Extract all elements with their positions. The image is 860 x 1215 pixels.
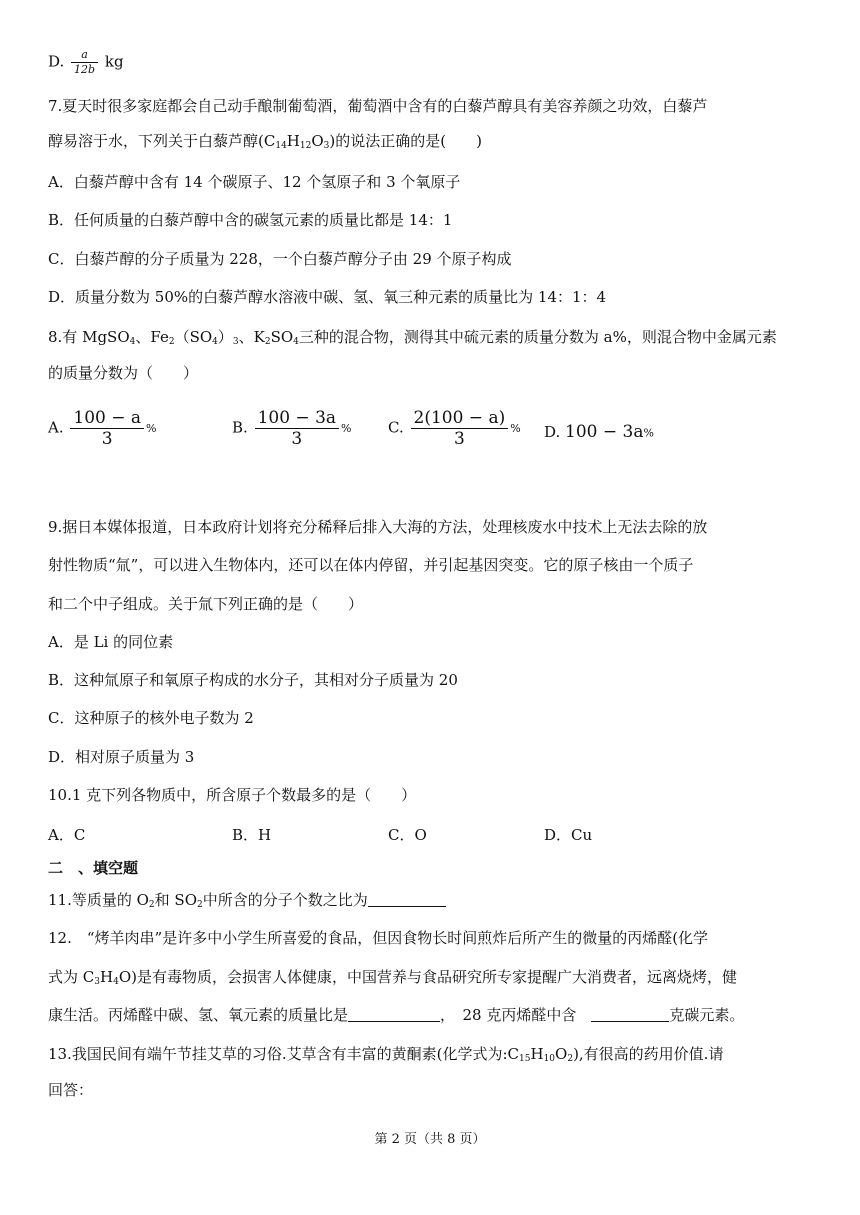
text: ),有很高的药用价值.请 xyxy=(573,1045,724,1063)
option-label: C. xyxy=(388,418,404,437)
text: 13.我国民间有端午节挂艾草的习俗.艾草含有丰富的黄酮素(化学式为:C xyxy=(48,1045,520,1063)
q8-stem-line2: 的质量分数为（ ） xyxy=(48,364,199,382)
text: 中所含的分子个数之比为 xyxy=(202,891,368,909)
percent-sign: % xyxy=(510,422,521,435)
q7-option-a: A．白藜芦醇中含有 14 个碳原子、12 个氢原子和 3 个氧原子 xyxy=(48,173,461,191)
fraction-denominator: 12b xyxy=(74,63,96,76)
option-label: D. xyxy=(48,52,65,71)
q10-option-d: D．Cu xyxy=(544,826,593,844)
unit-text: kg xyxy=(104,52,124,71)
q9-stem-line3: 和二个中子组成。关于氚下列正确的是（ ） xyxy=(48,595,364,613)
subscript: 2 xyxy=(168,337,175,347)
q8-option-c xyxy=(388,408,521,449)
percent-sign: % xyxy=(341,422,352,435)
answer-blank[interactable] xyxy=(591,1007,669,1022)
q10-option-b: B．H xyxy=(232,826,272,844)
q8-option-d xyxy=(544,422,654,442)
q7-stem-line2 xyxy=(48,131,820,151)
q8-option-a xyxy=(48,408,156,449)
fraction-denominator: 3 xyxy=(291,429,303,449)
q7-option-c: C．白藜芦醇的分子质量为 228，一个白藜芦醇分子由 29 个原子构成 xyxy=(48,250,512,268)
q7-stem-line1: 7.夏天时很多家庭都会自己动手酿制葡萄酒，葡萄酒中含有的白藜芦醇具有美容养颜之功效，白藜芦 xyxy=(48,97,708,115)
subscript: 2 xyxy=(148,900,155,910)
text: 醇易溶于水，下列关于白藜芦醇(C xyxy=(48,132,276,150)
q9-option-a: A．是 Li 的同位素 xyxy=(48,633,174,651)
subscript: 4 xyxy=(129,337,136,347)
text: 三种的混合物，测得其中硫元素的质量分数为 a%，则混合物中金属元素 xyxy=(298,328,777,346)
text: 克碳元素。 xyxy=(669,1006,745,1024)
subscript: 3 xyxy=(232,337,239,347)
text: 、K xyxy=(238,328,265,346)
q8-options-row xyxy=(48,408,820,449)
subscript: 4 xyxy=(113,977,119,987)
q8-option-b xyxy=(232,408,351,449)
text: （SO xyxy=(174,328,213,346)
text: )的说法正确的是( ) xyxy=(329,132,482,150)
q10-option-a: A．C xyxy=(48,826,86,844)
subscript: 10 xyxy=(543,1054,556,1064)
percent-sign: % xyxy=(643,426,654,440)
subscript: 14 xyxy=(275,141,287,151)
subscript: 2 xyxy=(567,1054,574,1064)
q9-option-c: C．这种原子的核外电子数为 2 xyxy=(48,709,254,727)
q7-option-d: D．质量分数为 50%的白藜芦醇水溶液中碳、氢、氧三种元素的质量比为 14：1：4 xyxy=(48,288,607,306)
q12-stem-line1: 12. “烤羊肉串”是许多中小学生所喜爱的食品，但因食物长时间煎炸后所产生的微量的丙烯醛(化学 xyxy=(48,929,709,947)
text: 式为 C xyxy=(48,968,95,986)
q11-stem xyxy=(48,890,820,910)
text: 和 SO xyxy=(154,891,197,909)
q9-option-d: D．相对原子质量为 3 xyxy=(48,748,195,766)
fraction-numerator: 2(100 − a) xyxy=(411,408,509,429)
q9-option-b: B．这种氚原子和氧原子构成的水分子，其相对分子质量为 20 xyxy=(48,671,458,689)
text: SO xyxy=(270,328,294,346)
subscript: 2 xyxy=(197,900,203,910)
text: H xyxy=(530,1045,544,1063)
text: 11.等质量的 O xyxy=(48,891,149,909)
subscript: 2 xyxy=(264,337,271,347)
text: 康生活。丙烯醛中碳、氢、氧元素的质量比是 xyxy=(48,1006,349,1024)
expression: 100 − 3a xyxy=(565,422,644,442)
text: H xyxy=(286,132,300,150)
option-label: B. xyxy=(232,418,248,437)
text: O xyxy=(555,1045,568,1063)
fraction-denominator: 3 xyxy=(101,429,113,449)
q9-stem-line1: 9.据日本媒体报道，日本政府计划将充分稀释后排入大海的方法，处理核废水中技术上无法去除的放 xyxy=(48,518,708,536)
answer-blank[interactable] xyxy=(348,1007,440,1022)
text: 8.有 MgSO xyxy=(48,328,130,346)
text: O xyxy=(311,132,324,150)
option-label: A. xyxy=(48,418,64,437)
option-label: D. xyxy=(544,423,561,441)
text: ， 28 克丙烯醛中含 xyxy=(440,1006,592,1024)
q10-options-row xyxy=(48,824,820,854)
q13-stem-line1 xyxy=(48,1044,820,1064)
text: ） xyxy=(217,328,233,346)
answer-blank[interactable] xyxy=(368,892,446,907)
subscript: 3 xyxy=(323,141,330,151)
subscript: 4 xyxy=(293,337,299,347)
page-footer: 第 2 页（共 8 页） xyxy=(374,1132,486,1147)
percent-sign: % xyxy=(146,422,157,435)
text: 、Fe xyxy=(135,328,169,346)
q10-option-c: C．O xyxy=(388,826,427,844)
q6-option-d xyxy=(48,48,820,77)
subscript: 4 xyxy=(212,337,218,347)
fraction xyxy=(70,408,144,449)
q12-stem-line3 xyxy=(48,1005,820,1025)
text: O)是有毒物质，会损害人体健康，中国营养与食品研究所专家提醒广大消费者，远离烧烤，健 xyxy=(118,968,737,986)
fraction-numerator: 100 − 3a xyxy=(255,408,339,429)
fraction xyxy=(71,48,98,77)
fraction xyxy=(255,408,339,449)
section-title: 二 、填空题 xyxy=(48,859,139,877)
fraction-numerator: 100 − a xyxy=(70,408,144,429)
q7-option-b: B．任何质量的白藜芦醇中含的碳氢元素的质量比都是 14：1 xyxy=(48,211,453,229)
fraction-denominator: 3 xyxy=(453,429,465,449)
fraction xyxy=(411,408,509,449)
q8-stem-line1 xyxy=(48,327,820,347)
text: H xyxy=(99,968,114,986)
subscript: 3 xyxy=(94,977,100,987)
q10-stem: 10.1 克下列各物质中，所含原子个数最多的是（ ） xyxy=(48,786,417,804)
q9-stem-line2: 射性物质“氚”，可以进入生物体内，还可以在体内停留，并引起基因突变。它的原子核由一个质子 xyxy=(48,556,694,574)
q12-stem-line2 xyxy=(48,967,820,987)
fraction-numerator: a xyxy=(71,48,98,63)
subscript: 15 xyxy=(519,1054,531,1064)
q13-stem-line2: 回答： xyxy=(48,1081,94,1099)
subscript: 12 xyxy=(299,141,312,151)
